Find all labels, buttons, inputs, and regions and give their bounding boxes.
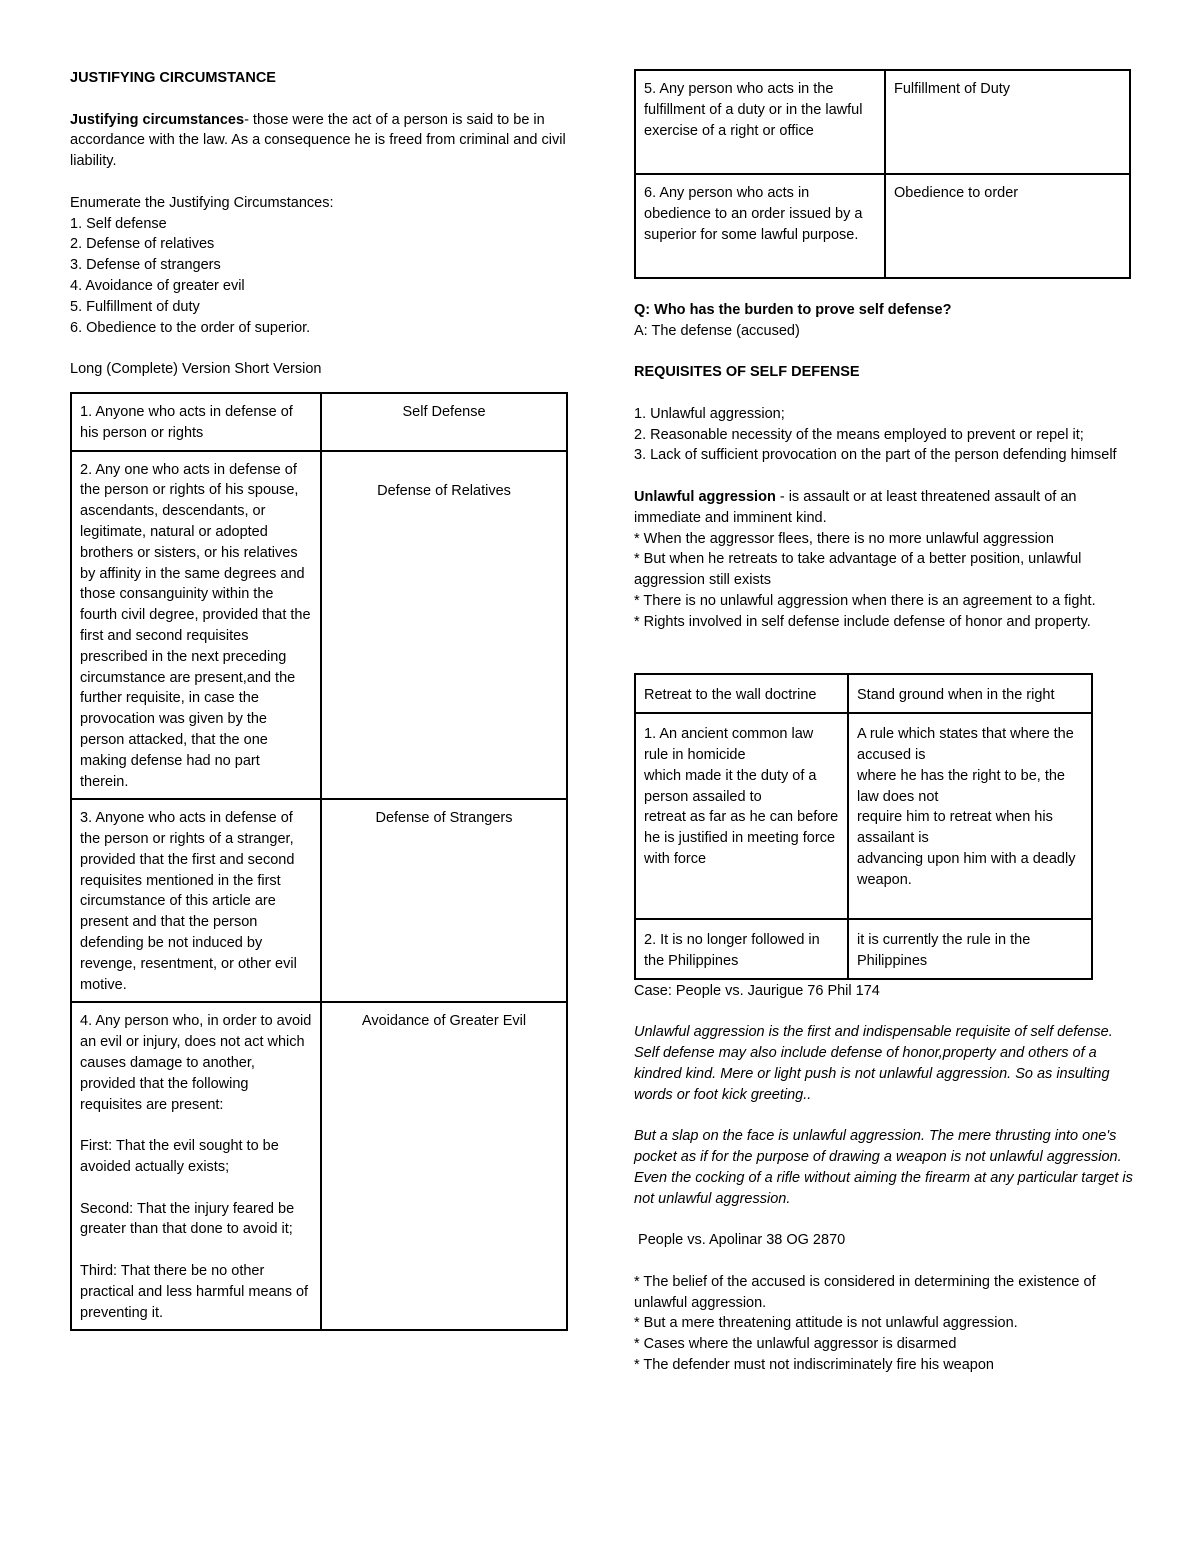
note-item: * There is no unlawful aggression when there is an agreement to a fight. [634, 592, 1096, 609]
list-item: 1. Unlawful aggression; [634, 405, 785, 422]
table-row [635, 174, 1130, 278]
note-item: * Cases where the unlawful aggressor is disarmed [634, 1336, 957, 1353]
table-cell-short: Defense of Strangers [321, 799, 567, 1002]
list-item: 3. Defense of strangers [70, 257, 221, 274]
italic-paragraph: Unlawful aggression is the first and indispensable requisite of self defense. Self defense may also include defense of honor,property and others of a kindred kind. Mere or light push is not unlawful aggression. So as insulting words or foot kick greeting.. [634, 1024, 1113, 1103]
unlawful-aggression-definition [634, 487, 1134, 529]
definition-term: Justifying circumstances [70, 111, 245, 128]
table-cell-short: Self Defense [321, 393, 567, 451]
versions-label: Long (Complete) Version Short Version [70, 361, 322, 378]
list-item: 4. Avoidance of greater evil [70, 277, 245, 294]
circumstances-table [70, 392, 568, 1331]
table-row [635, 919, 1092, 979]
list-item: 2. Reasonable necessity of the means employed to prevent or repel it; [634, 426, 1084, 443]
definition-paragraph [70, 110, 570, 172]
note-item: * But when he retreats to take advantage of a better position, unlawful aggression still exists [634, 551, 1082, 589]
section-heading: JUSTIFYING CIRCUMSTANCE [70, 70, 276, 86]
requisites-heading: REQUISITES OF SELF DEFENSE [634, 364, 860, 381]
note-item: * The defender must not indiscriminately fire his weapon [634, 1357, 995, 1374]
table-row [71, 799, 567, 1002]
right-column [634, 68, 1134, 1376]
case-citation: People vs. Apolinar 38 OG 2870 [634, 1232, 846, 1249]
note-item: * Rights involved in self defense include defense of honor and property. [634, 613, 1091, 630]
answer: A: The defense (accused) [634, 322, 800, 339]
circumstances-table-continued [634, 69, 1131, 279]
table-cell-short: Obedience to order [885, 174, 1130, 278]
table-cell: it is currently the rule in the Philippines [848, 919, 1092, 979]
definition-term: Unlawful aggression [634, 488, 776, 505]
requisites-intro: 4. Any person who, in order to avoid an evil or injury, does not act which causes damage to another, provided that the following requisites are present: [80, 1013, 312, 1113]
table-cell-short: Avoidance of Greater Evil [321, 1002, 567, 1330]
table-row [71, 451, 567, 800]
table-cell-short: Defense of Relatives [321, 451, 567, 800]
table-cell-long [71, 1002, 321, 1330]
table-row [635, 70, 1130, 174]
note-item: * When the aggressor flees, there is no more unlawful aggression [634, 530, 1054, 547]
list-item: 3. Lack of sufficient provocation on the part of the person defending himself [634, 447, 1117, 464]
note-item: * But a mere threatening attitude is not unlawful aggression. [634, 1315, 1018, 1332]
case-citation: Case: People vs. Jaurigue 76 Phil 174 [634, 982, 880, 999]
table-cell-long: 2. Any one who acts in defense of the person or rights of his spouse, ascendants, descendants, or legitimate, natural or adopted brothers or sisters, or his relatives by affinity in the same degrees and those consanguinity within the fourth civil degree, provided that the first and second requisites prescribed in the next preceding circumstance are present,and the further requisite, in case the provocation was given by the person attacked, that the one making defense had no part therein. [71, 451, 321, 800]
table-cell-long: 1. Anyone who acts in defense of his person or rights [71, 393, 321, 451]
italic-paragraph: But a slap on the face is unlawful aggression. The mere thrusting into one's pocket as if for the purpose of drawing a weapon is not unlawful aggression. Even the cocking of a rifle without aiming the firearm at any particular target is not unlawful aggression. [634, 1128, 1133, 1207]
definition-text: - those were the act of a person is said to be in accordance with the law. As a consequence he is freed from criminal and civil liability. [70, 111, 566, 170]
requisite-first: First: That the evil sought to be avoided actually exists; [80, 1138, 279, 1176]
doctrine-table [634, 673, 1093, 979]
requisite-third: Third: That there be no other practical and less harmful means of preventing it. [80, 1263, 309, 1321]
enumeration-intro: Enumerate the Justifying Circumstances: [70, 194, 334, 211]
table-cell: 1. An ancient common law rule in homicide which made it the duty of a person assailed to retreat as far as he can before he is justified in meeting force with force [635, 713, 848, 919]
table-row [635, 713, 1092, 919]
table-cell-long: 5. Any person who acts in the fulfillment of a duty or in the lawful exercise of a right or office [635, 70, 885, 174]
table-cell-long: 6. Any person who acts in obedience to an order issued by a superior for some lawful purpose. [635, 174, 885, 278]
note-item: * The belief of the accused is considered in determining the existence of unlawful aggression. [634, 1273, 1096, 1311]
list-item: 6. Obedience to the order of superior. [70, 319, 311, 336]
table-row [635, 674, 1092, 713]
table-cell-long: 3. Anyone who acts in defense of the person or rights of a stranger, provided that the first and second requisites mentioned in the first circumstance of this article are present and that the person defending be not induced by revenge, resentment, or other evil motive. [71, 799, 321, 1002]
list-item: 5. Fulfillment of duty [70, 298, 200, 315]
table-row [71, 393, 567, 451]
table-cell: A rule which states that where the accused is where he has the right to be, the law does not require him to retreat when his assailant is advancing upon him with a deadly weapon. [848, 713, 1092, 919]
table-cell: 2. It is no longer followed in the Philippines [635, 919, 848, 979]
table-row [71, 1002, 567, 1330]
table-header-cell: Retreat to the wall doctrine [635, 674, 848, 713]
question: Q: Who has the burden to prove self defense? [634, 301, 952, 318]
table-header-cell: Stand ground when in the right [848, 674, 1092, 713]
left-column [70, 68, 570, 1331]
requisite-second: Second: That the injury feared be greater than that done to avoid it; [80, 1200, 295, 1238]
definition-text: - is assault or at least threatened assault of an immediate and imminent kind. [634, 488, 1077, 526]
list-item: 2. Defense of relatives [70, 236, 215, 253]
list-item: 1. Self defense [70, 215, 167, 232]
table-cell-short: Fulfillment of Duty [885, 70, 1130, 174]
